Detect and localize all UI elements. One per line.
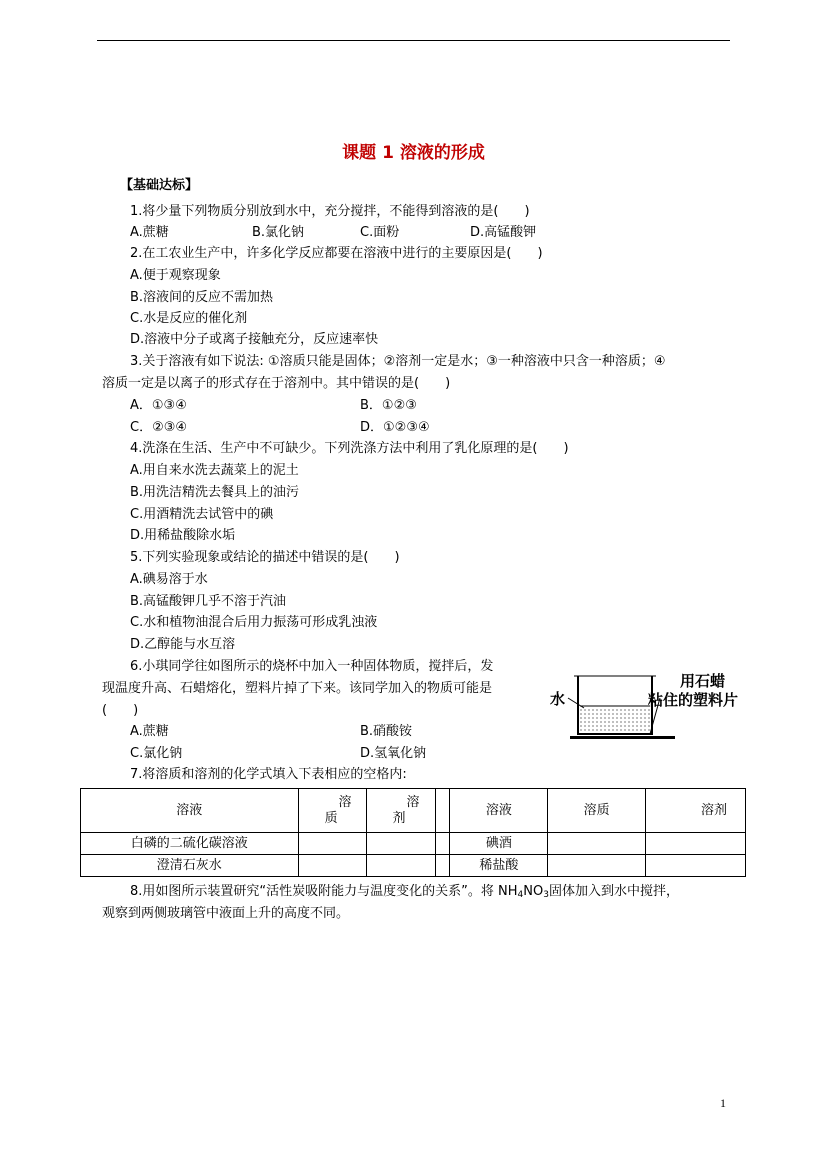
q2-option-c: C.水是反应的催化剂 — [130, 311, 248, 326]
page-number: 1 — [720, 1096, 726, 1110]
q5-option-b: B.高锰酸钾几乎不溶于汽油 — [130, 594, 287, 609]
q4-option-b: B.用洗洁精洗去餐具上的油污 — [130, 485, 300, 500]
beaker-figure — [540, 668, 755, 744]
q5-option-c: C.水和植物油混合后用力振荡可形成乳浊液 — [130, 615, 378, 630]
q1-option-d: D.高锰酸钾 — [470, 225, 537, 240]
q8-stem-line2: 观察到两侧玻璃管中液面上升的高度不同。 — [102, 906, 350, 921]
table-row — [81, 855, 746, 877]
q7-stem: 7.将溶质和溶剂的化学式填入下表相应的空格内: — [130, 767, 407, 782]
q3-option-b: B．①②③ — [360, 398, 417, 413]
q2-stem: 2.在工农业生产中，许多化学反应都要在溶液中进行的主要原因是( ) — [130, 246, 543, 261]
q4-stem: 4.洗涤在生活、生产中不可缺少。下列洗涤方法中利用了乳化原理的是( ) — [130, 441, 569, 456]
row2-solute-right-blank — [548, 855, 646, 877]
q3-stem-line1: 3.关于溶液有如下说法: ①溶质只能是固体；②溶剂一定是水；③一种溶液中只含一种溶质；④ — [130, 354, 666, 369]
q8-stem-line1: 8.用如图所示装置研究“活性炭吸附能力与温度变化的关系”。将 $NH_4NO_3$固体加入到水中搅拌， — [130, 884, 679, 900]
q2-option-d: D.溶液中分子或离子接触充分，反应速率快 — [130, 332, 379, 347]
q3-option-c: C．②③④ — [130, 420, 188, 435]
q4-option-a: A.用自来水洗去蔬菜上的泥土 — [130, 463, 299, 478]
q5-stem: 5.下列实验现象或结论的描述中错误的是( ) — [130, 550, 400, 565]
q5-option-d: D.乙醇能与水互溶 — [130, 637, 236, 652]
q1-stem: 1.将少量下列物质分别放到水中，充分搅拌，不能得到溶液的是( ) — [130, 204, 530, 219]
row1-solute-left-blank — [298, 833, 366, 855]
q4-option-c: C.用酒精洗去试管中的碘 — [130, 507, 274, 522]
row2-solute-left-blank — [298, 855, 366, 877]
solution-table — [80, 788, 746, 877]
row1-solution-right: 碘酒 — [450, 833, 548, 855]
q3-option-d: D．①②③④ — [360, 420, 430, 435]
row1-solvent-left-blank — [366, 833, 436, 855]
table-gap — [436, 833, 450, 855]
header-solute-right: 溶质 — [548, 789, 646, 833]
row2-solvent-left-blank — [366, 855, 436, 877]
q2-option-b: B.溶液间的反应不需加热 — [130, 290, 274, 305]
row2-solvent-right-blank — [646, 855, 746, 877]
q6-stem-line3: ( ) — [102, 703, 139, 718]
header-solvent-right: 溶剂 — [646, 789, 746, 833]
q6-stem-line1: 6.小琪同学往如图所示的烧杯中加入一种固体物质，搅拌后，发 — [130, 659, 494, 674]
q2-option-a: A.便于观察现象 — [130, 268, 221, 283]
water-pointer — [568, 698, 584, 708]
q6-option-a: A.蔗糖 — [130, 724, 169, 739]
table-gap — [436, 855, 450, 877]
row1-solution-left: 白磷的二硫化碳溶液 — [81, 833, 299, 855]
fig-label-top: 用石蜡 — [680, 672, 726, 690]
q6-option-b: B.硝酸铵 — [360, 724, 413, 739]
q1-option-c: C.面粉 — [360, 225, 400, 240]
beaker-plate — [570, 736, 675, 739]
row1-solvent-right-blank — [646, 833, 746, 855]
q6-option-c: C.氯化钠 — [130, 746, 183, 761]
table-header-row — [81, 789, 746, 833]
q6-stem-line2: 现温度升高、石蜡熔化，塑料片掉了下来。该同学加入的物质可能是 — [102, 681, 493, 696]
section-heading: 【基础达标】 — [120, 178, 199, 193]
q3-stem-line2: 溶质一定是以离子的形式存在于溶剂中。其中错误的是( ) — [102, 376, 451, 391]
header-rule — [97, 40, 730, 41]
page-title: 课题 1 溶液的形成 — [342, 143, 485, 163]
q3-option-a: A．①③④ — [130, 398, 187, 413]
q4-option-d: D.用稀盐酸除水垢 — [130, 528, 236, 543]
q6-option-d: D.氢氧化钠 — [360, 746, 427, 761]
header-solvent-left: 溶 剂 — [366, 789, 436, 833]
fig-label-water: 水 — [550, 690, 566, 708]
fig-label-bottom: 粘住的塑料片 — [648, 691, 739, 709]
header-solute-left: 溶 质 — [298, 789, 366, 833]
q1-option-b: B.氯化钠 — [252, 225, 305, 240]
row1-solute-right-blank — [548, 833, 646, 855]
table-row — [81, 833, 746, 855]
header-solution-left: 溶液 — [81, 789, 299, 833]
q5-option-a: A.碘易溶于水 — [130, 572, 208, 587]
table-gap — [436, 789, 450, 833]
row2-solution-left: 澄清石灰水 — [81, 855, 299, 877]
row2-solution-right: 稀盐酸 — [450, 855, 548, 877]
q1-option-a: A.蔗糖 — [130, 225, 169, 240]
header-solution-right: 溶液 — [450, 789, 548, 833]
